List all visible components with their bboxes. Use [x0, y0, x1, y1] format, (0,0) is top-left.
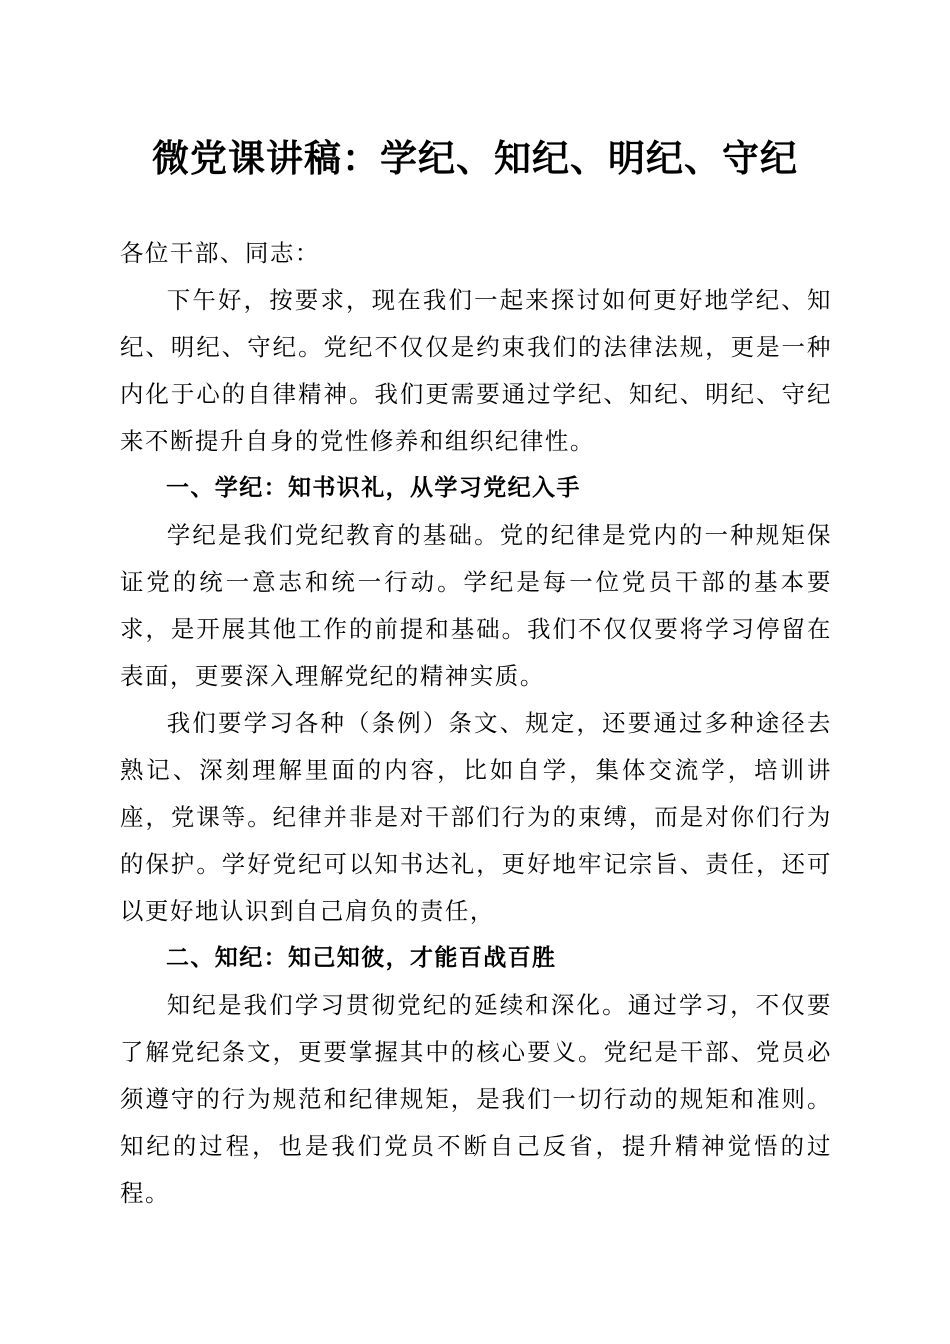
section-2-heading: 二、知纪：知己知彼，才能百战百胜	[166, 945, 557, 971]
section-1-paragraph-1: 学纪是我们党纪教育的基础。党的纪律是党内的一种规矩保证党的统一意志和统一行动。学纪是每一位党员干部的基本要求，是开展其他工作的前提和基础。我们不仅仅要将学习停留在表面，更要深入理解党纪的精神实质。	[120, 521, 832, 690]
document-title: 微党课讲稿：学纪、知纪、明纪、守纪	[152, 136, 798, 180]
section-1-heading: 一、学纪：知书识礼，从学习党纪入手	[166, 475, 581, 501]
salutation: 各位干部、同志：	[120, 239, 320, 267]
section-1-paragraph-2: 我们要学习各种（条例）条文、规定，还要通过多种途径去熟记、深刻理解里面的内容，比如自学，集体交流学，培训讲座，党课等。纪律并非是对干部们行为的束缚，而是对你们行为的保护。学好党纪可以知书达礼，更好地牢记宗旨、责任，还可以更好地认识到自己肩负的责任，	[120, 709, 832, 925]
document-body	[120, 230, 832, 1217]
section-2-paragraph-1: 知纪是我们学习贯彻党纪的延续和深化。通过学习，不仅要了解党纪条文，更要掌握其中的核心要义。党纪是干部、党员必须遵守的行为规范和纪律规矩，是我们一切行动的规矩和准则。知纪的过程，也是我们党员不断自己反省，提升精神觉悟的过程。	[120, 991, 832, 1207]
intro-paragraph: 下午好，按要求，现在我们一起来探讨如何更好地学纪、知纪、明纪、守纪。党纪不仅仅是约束我们的法律法规，更是一种内化于心的自律精神。我们更需要通过学纪、知纪、明纪、守纪来不断提升自身的党性修养和组织纪律性。	[120, 286, 832, 455]
